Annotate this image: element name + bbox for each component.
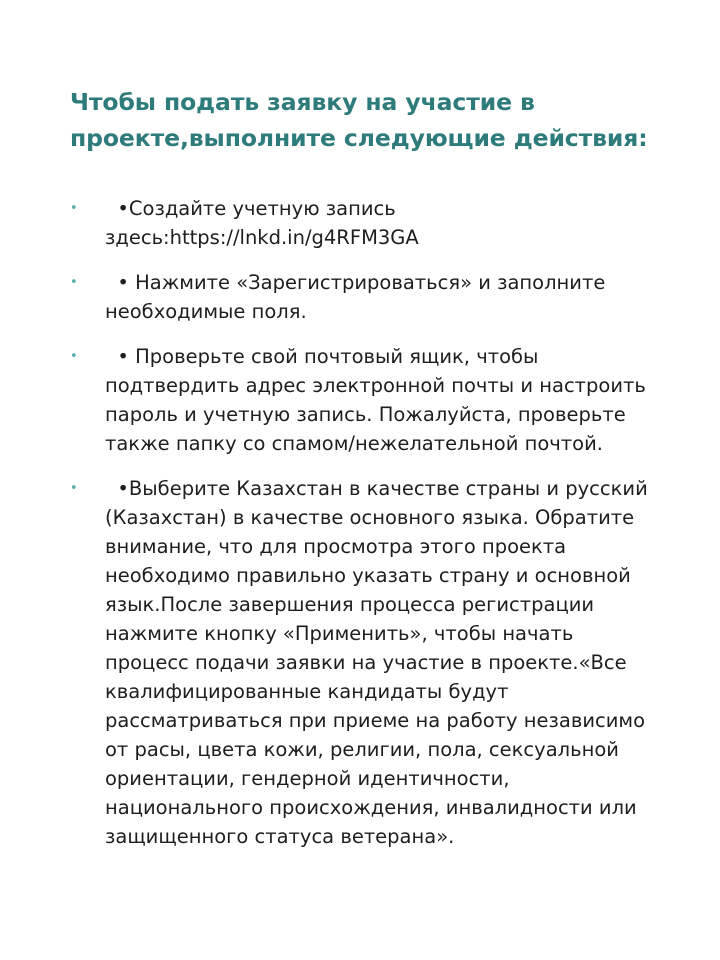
instructions-list xyxy=(70,194,654,851)
list-item-register xyxy=(70,268,650,326)
bullet-icon: • xyxy=(70,349,78,364)
list-item-check-email xyxy=(70,342,653,458)
list-item-create-account xyxy=(70,194,650,252)
list-item-text: •Выберите Казахстан в качестве страны и русский (Казахстан) в качестве основного языка. Обратите внимание, что для просмотра этого проекта необходимо правильно указать страну и основной язык.После завершения процесса регистрации нажмите кнопку «Применить», чтобы начать процесс подачи заявки на участие в проекте.«Все квалифицированные кандидаты будут рассматриваться при приеме на работу независимо от расы, цвета кожи, религии, пола, сексуальной ориентации, гендерной идентичности, национального происхождения, инвалидности или защищенного статуса ветерана». xyxy=(105,477,654,848)
list-item-select-country xyxy=(70,474,654,851)
list-item-text: •Создайте учетную запись здесь:https://lnkd.in/g4RFM3GA xyxy=(105,197,419,249)
list-item-text: • Нажмите «Зарегистрироваться» и заполните необходимые поля. xyxy=(105,271,612,323)
bullet-icon: • xyxy=(70,275,78,290)
page-title: Чтобы подать заявку на участие в проекте,выполните следующие действия: xyxy=(70,88,648,152)
bullet-icon: • xyxy=(70,201,78,216)
list-item-text: • Проверьте свой почтовый ящик, чтобы подтвердить адрес электронной почты и настроить пароль и учетную запись. Пожалуйста, проверьте также папку со спамом/нежелательной почтой. xyxy=(105,345,653,455)
document-body xyxy=(70,84,654,867)
bullet-icon: • xyxy=(70,481,78,496)
